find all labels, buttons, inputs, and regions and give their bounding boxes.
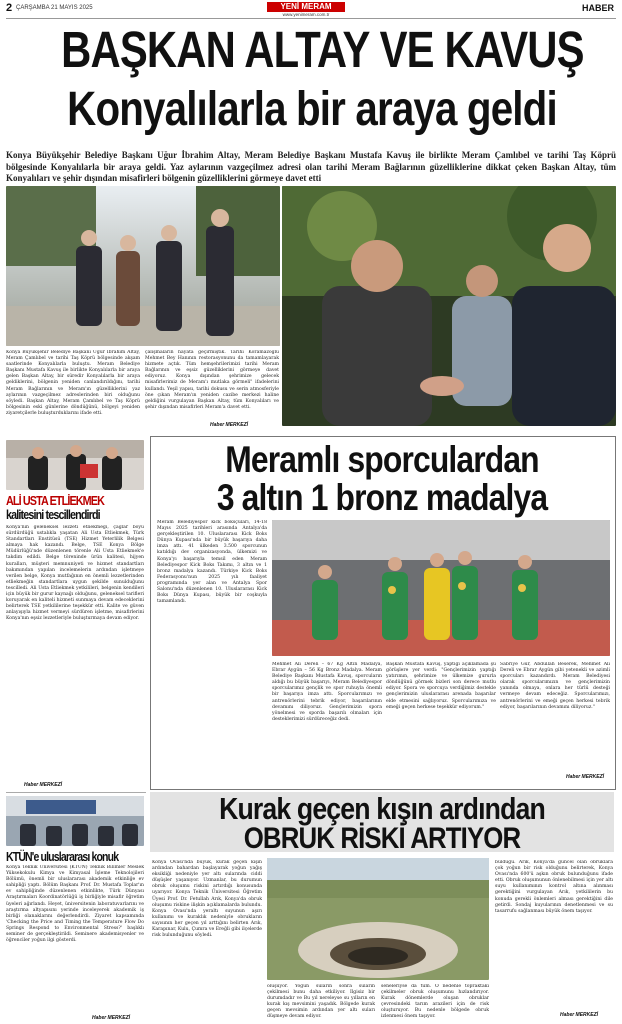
obruk-body-col1: Konya Ovası'nda büyük, kurak geçen kışın ardından bahardan başlayarak yoğun yağış eksikliği nedeniyle yer altı sularında ciddi düşüşler yaşanıyor. Uzmanlar, bu durumun obruk oluşumu riskini artırdığı konusunda uyarıyor. Konya Teknik Üniversitesi Öğretim Üyesi Prof. Dr. Fetullah Arık, Konya'da obruk oluşumu riskine ilişkin açıklamalarda bulundu. Konya Ovası'nda yeraltı suyunun aşırı kullanımı ve kuraklık nedeniyle obrukların sayısının her geçen yıl arttığını belirten Arık, Karapınar, Kulu, Çumra ve Ereğli gibi ilçelerde risk bulunduğunu söyledi. (152, 860, 262, 939)
lead-body-col1: Konya Büyükşehir Belediye Başkanı Uğur İbrahim Altay, Meram Çamlıbel ve tarihi Taş Köprü bölgesinde akşam saatlerinde Konyalılarla buluştu. Meram Belediye Başkanı Mustafa Kavuş ile birlikte Konyalılarla bir araya gelen Başkan Altay, bir süredir Konyalılarla bir araya geldiklerini, bölgenin yeniden canlandırıldığını, tarihi Meram Bağlarının ve Meram'ın güzelliklerini yaz aylarının vazgeçilmez adreslerinden biri olduğunu söyledi. Başkan Altay, Meram Çamlıbel ve Taş Köprü bölgesinin eski günlerine döndüğünü, bölgeyi yeniden ziyaretçilerle buluşturduklarını ifade etti. (6, 350, 140, 416)
lead-signature: Haber MERKEZİ (210, 422, 249, 428)
sports-headline-1: Meramlı sporculardan (225, 439, 539, 480)
obruk-body-col2: oluşuyor. Yoğun suların sonra suların çekilmesi bunu daha etkiliyor. Ilgisiz bir durumdadır ve Bu yıl nereleyse su yılların en kurak kış mevsimini yaşadık. Bölgede kurak geçen mevsimin ardından yer altı suları düşmeye devam ediyor. (267, 984, 375, 1020)
section-label: HABER (581, 3, 614, 13)
ktun-headline: KTÜN'e uluslararası konuk (6, 850, 119, 864)
sports-body-col4: Sabriye Gür, Abdullah Beserek, Mehmet Ali Dereli ve Ebrar Aygün gibi yetenekli ve azimli sporcuları kazandırdı. Meram Belediyesi olarak sporcularımızın ve gençlerimizin yanında olmaya, onlara her türlü desteği vermeye devam edeceğiz. Sporcularımızı, antrenörlerini ve emeği geçen herkesi tebrik ediyor, başarılarının devamını diliyoruz." (500, 662, 610, 710)
obruk-body-col4: bulduğu. Arık, Konya'da güncel olan obruklara çok yoğun bir risk olduğunu belirterek, Konya Ovası'nda 600'ü aşkın obruk bulunduğunu ifade etti. Obruk oluşumunun önlenebilmesi için yer altı suyu kullanımının kontrol altına alınması gerektiğini vurgulayan Arık, yetkililerin bu konuda gerekli önlemleri alması gerektiğini dile getirdi. Sondaj kuyularının denetlenmesi ve su tasarrufu sağlanması büyük önem taşıyor. (495, 860, 613, 914)
page-number: 2 (6, 2, 13, 14)
etliekmek-signature: Haber MERKEZİ (24, 782, 63, 788)
obruk-headline-2: OBRUK RİSKİ ARTIYOR (243, 822, 521, 855)
sports-signature: Haber MERKEZİ (566, 774, 605, 780)
etliekmek-photo (6, 440, 144, 490)
obruk-signature: Haber MERKEZİ (560, 1012, 599, 1018)
newspaper-logo: YENİ MERAM (267, 2, 345, 12)
sports-photo (272, 520, 610, 656)
ktun-signature: Haber MERKEZİ (92, 1015, 131, 1021)
header-rule (6, 18, 616, 19)
lead-summary: Konya Büyükşehir Belediye Başkanı Uğur İbrahim Altay, Meram Belediye Başkanı Mustafa Kavuş ile birlikte Meram Çamlıbel ve tarihi Taş Köprü bölgesinde Konyalılarla bir araya geldi. Yaz aylarının vazgeçilmez adresi olan tarihi Meram Bağlarının güzelliklerine dikkat çeken Başkan Altay, tüm Konyalıları ve şehir dışından misafirleri bölgenin güzelliklerini görmeye davet etti (6, 150, 616, 183)
lead-body-col2: çalışmaların hayata geçirmiştik. Tarihi Köramazoğlu Mehmet Bey Hanının restorasyonunu da tamamlayarak hizmete açtık. Tüm hemşehrilerimizi tarihi Meram Bağlarının ve eşsiz güzelliklerini görmeye davet ediyoruz. Konya dışından şehrimize gelecek misafirlerimiz de Meram'ı mutlaka görmeli" ifadelerini kullandı. Yeşil yapısı, tarihi dokusu ve serin atmosferiyle öne çıkan Meram'ın yeniden cazibe merkezi haline geldiğini vurgulayan Başkan Altay, tüm Konyalıları ve şehir dışından misafirleri Meram'a davet etti. (145, 350, 279, 410)
divider-ktun (6, 792, 146, 793)
ktun-body: Konya Teknik Üniversitesi (KTÜN) Teknik Bilimler Meslek Yüksekokulu Kimya ve Kimyasal İşleme Teknolojileri Bölümü, önemli bir uluslararası akademik etkinliğe ev sahipliği yaptı. Bölüm Başkanı Prof. Dr. Mustafa Toplar'ın ev sahipliğinde düzenlenen etkinlikte, Türk Dünyası Araştırmaları Koordinatörlüğü iş birliğiyle misafir öğretim üyeleri ağırlandı. Heyet, üniversitenin laboratuvarlarını ve araştırma altyapısını yerinde inceleyerek akademik iş birliği olanaklarını değerlendirdi. Ziyaret kapsamında 'Checking the Price and Timing the Temperature Flow Do Springs Respond to Environmental Stress?' başlıklı seminer de gerçekleştirildi. Seminere akademisyenler ve öğrenciler yoğun ilgi gösterdi. (6, 865, 144, 944)
issue-date: ÇARŞAMBA 21 MAYIS 2025 (16, 5, 93, 11)
lead-photo-group (6, 186, 280, 346)
etliekmek-body: Konya'nın geleneksel lezzeti etliekmeği, çağlar boyu sürdürdüğü ustalıkla yaşatan Ali Usta Etliekmek, Türk Standartları Enstitüsü (TSE) Hizmet Yeterlilik Belgesi almaya hak kazandı. Belge, TSE Konya Bölge Müdürlüğü'nde düzenlenen törenle Ali Usta Etliekmek'e takdim edildi. Belge töreninde ürün kalitesi, hijyen kuralları, müşteri memnuniyeti ve hizmet standartları bakımından yapılan incelemelerin ardından işletmeye verilen belge, Konya mutfağının en önemli lezzetlerinden etliekmeğin standartlara uygun şekilde sunulduğunu tescilledi. Ali Usta Etliekmek yetkilileri, belgenin kendileri için büyük bir gurur kaynağı olduğunu, geleneksel tarifleri koruyarak en kaliteli hizmeti sunmaya devam edeceklerini belirterek TSE yetkililerine teşekkür etti. Kalite ve güven anlayışıyla hizmet vermeyi sürdüren işletme, misafirlerini Konya'nın eşsiz lezzetleriyle buluşturmaya devam ediyor. (6, 525, 144, 622)
lead-headline-1: BAŞKAN ALTAY VE KAVUŞ (61, 21, 584, 78)
sports-body-col3: Başkan Mustafa Kavuş, yaptığı açıklamada şu görüşlere yer verdi: "Gençlerimizin yaptığı yatırımın, şehrimize ve ülkemize gururla döndüğünü görmek bizleri son derece mutlu ediyor. Spora ve sporcuya verdiğimiz destekle gençlerimizin uluslararası arenada başarılar elde etmesini sağlıyoruz. Sporcularımıza ve emeği geçen herkese teşekkür ediyorum." (386, 662, 496, 710)
lead-headline-2: Konyalılarla bir araya geldi (67, 83, 557, 136)
website: www.yenimeram.com.tr (282, 12, 330, 17)
sports-body-col2: Mehmet Ali Dereli – 67 Kg Altın Madalya, Ebrar Aygün – 56 Kg Bronz Madalya. Meram Belediye Başkanı Mustafa Kavuş, sporcuların aldığı bu büyük başarıyı, Meram Belediyespor sporcularımız gençlik ve spor ruhuyla önemli bir başarıya imza attı. Sporcularımızı ve antrenörlerini tebrik ediyor, başarılarının devamını diliyoruz. Gençlerimizin spora yönelmesi ve sporda başarılı olmaları için desteklerimizi sürdüreceğiz dedi. (272, 662, 382, 722)
obruk-headline-1: Kurak geçen kışın ardından (219, 791, 545, 826)
ktun-photo (6, 796, 144, 846)
obruk-body-col3: seneleriyse da tüm. O nedenle topraktaki çekilmeler obruk oluşumunu hızlandırıyor. Kurak dönemlerde oluşan obruklar çevresindeki tarım arazileri için de risk oluşturuyor. Bu nedenle bölgede obruk izlenmesi önem taşıyor. (381, 984, 489, 1020)
obruk-photo (267, 858, 489, 980)
sports-headline-2: 3 altın 1 bronz madalya (216, 477, 548, 518)
lead-photo-handshake (282, 186, 616, 426)
etliekmek-headline-1: ALİ USTA ETLİEKMEK (6, 494, 104, 508)
sports-body-col1: Meram Belediyespor kick boksçuları, 14-18 Mayıs 2025 tarihleri arasında Antalya'da gerçekleştirilen 10. Uluslararası Kick Boks Dünya Kupası'nda bir büyük başarıya daha imza attı. 41 ülkeden 3.500 sporcunun katıldığı dev organizasyonda, ülkemizi ve Konya'yı başarıyla temsil eden Meram Belediyespor Kick Boks Takımı, 3 altın ve 1 bronz madalya kazandı. Türkiye Kick Boks Federasyonu'nun 2025 yılı faaliyet programında yer alan ve Antalya Spor Salonu'nda düzenlenen 10. Uluslararası Kick Boks Dünya Kupası, büyük bir coşkuyla tamamlandı. (157, 520, 267, 605)
etliekmek-headline-2: kalitesini tescillendirdi (6, 508, 100, 522)
